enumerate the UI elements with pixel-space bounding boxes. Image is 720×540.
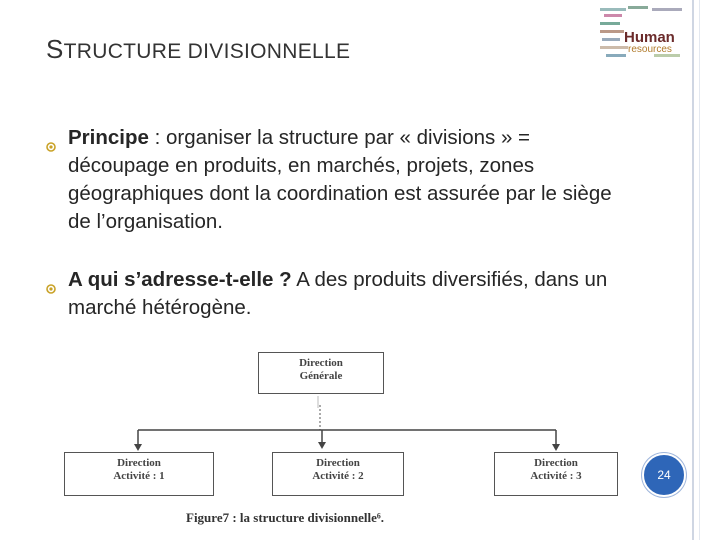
org-chart-caption: Figure7 : la structure divisionnelle⁶. — [186, 510, 385, 525]
bullet-bold-principe: Principe — [68, 126, 149, 149]
org-box-activite-1 — [64, 452, 214, 496]
org-box-activite-3 — [494, 452, 618, 496]
logo-word-resources: resources — [628, 44, 672, 55]
org-box-top-line1: Direction — [299, 357, 343, 369]
title-initial: S — [46, 34, 64, 64]
org-box-3-line1: Direction — [534, 457, 578, 469]
org-box-3-line2: Activité : 3 — [530, 470, 582, 482]
org-box-top-line2: Générale — [299, 370, 343, 382]
org-box-2-line1: Direction — [316, 457, 360, 469]
bullet-text-a-qui: A des produits diversifiés, dans un marché hétérogène. — [68, 268, 608, 319]
page-number-badge: 24 — [642, 453, 686, 497]
org-box-direction-generale — [258, 352, 384, 394]
org-box-activite-2 — [272, 452, 404, 496]
bullet-text-principe: : organiser la structure par « divisions » = découpage en produits, en marchés, projets, zones géographiques dont la coordination est assurée par le siège de l’organisation. — [68, 126, 612, 233]
org-box-1-line1: Direction — [117, 457, 161, 469]
org-box-2-line2: Activité : 2 — [312, 470, 364, 482]
bullet-bold-a-qui: A qui s’adresse-t-elle ? — [68, 268, 292, 291]
logo-word-human: Human — [624, 29, 675, 46]
org-box-1-line2: Activité : 1 — [113, 470, 165, 482]
title-rest: TRUCTURE DIVISIONNELLE — [63, 40, 351, 63]
